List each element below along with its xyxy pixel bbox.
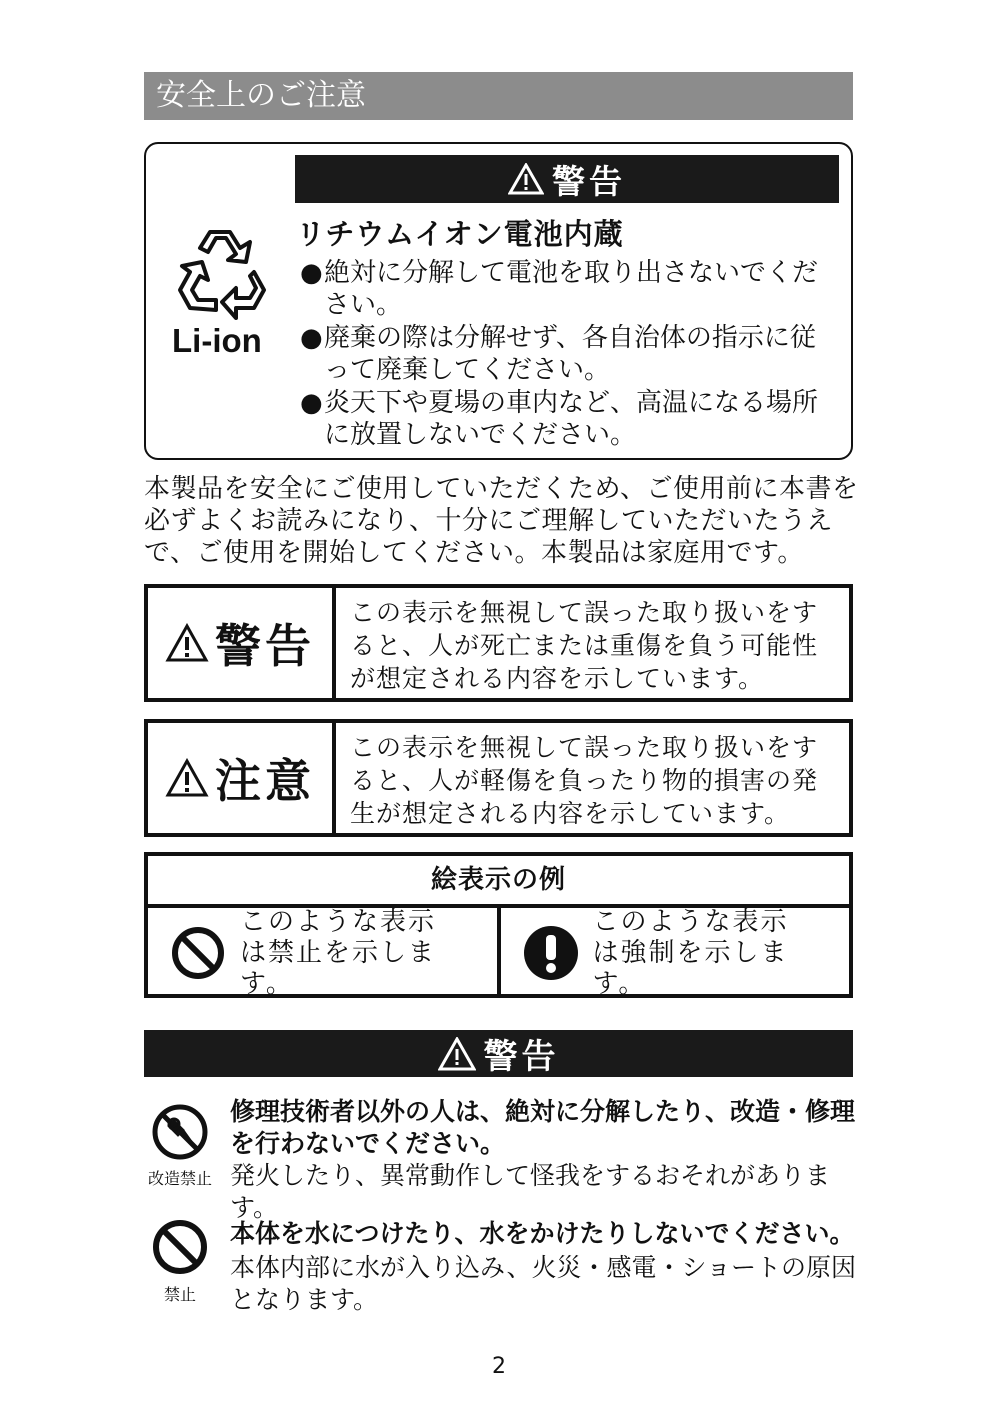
prohibition-icon-label: 禁止	[163, 1285, 196, 1304]
example-mandatory-text: このような表示は強制を示します。	[592, 906, 789, 999]
signal-warning-box	[144, 584, 853, 702]
warning-item-body: 本体内部に水が入り込み、火災・感電・ショートの原因となります。	[230, 1253, 857, 1314]
section-title: 安全上のご注意	[144, 72, 853, 120]
signal-caution-text: この表示を無視して誤った取り扱いをすると、人が軽傷を負ったり物的損害の発生が想定される内容を示しています。	[350, 733, 819, 828]
bullet-text: 絶対に分解して電池を取り出さないでください。	[324, 258, 819, 320]
signal-warning-text: この表示を無視して誤った取り扱いをすると、人が死亡または重傷を負う可能性が想定される内容を示しています。	[350, 598, 819, 693]
examples-title: 絵表示の例	[148, 856, 849, 908]
no-modification-icon	[152, 1104, 208, 1160]
no-modification-icon-label: 改造禁止	[147, 1169, 212, 1188]
bullet-text: 廃棄の際は分解せず、各自治体の指示に従って廃棄してください。	[324, 323, 816, 385]
signal-caution-label-cell	[148, 723, 336, 833]
battery-title: リチウムイオン電池内蔵	[296, 217, 624, 251]
warning-item-title: 修理技術者以外の人は、絶対に分解したり、改造・修理を行わないでください。	[230, 1097, 856, 1158]
warning-item-title: 本体を水につけたり、水をかけたりしないでください。	[230, 1219, 855, 1248]
intro-paragraph: 本製品を安全にご使用していただくため、ご使用前に本書を必ずよくお読みになり、十分にご理解していただいたうえで、ご使用を開始してください。本製品は家庭用です。	[144, 474, 859, 568]
warning-section-label: 警告	[483, 1037, 560, 1077]
battery-bullet	[300, 322, 840, 386]
warning-section-banner	[144, 1030, 853, 1077]
example-prohibit-text: このような表示は禁止を示します。	[240, 906, 437, 999]
mandatory-exclamation-icon	[523, 925, 579, 981]
signal-caution-box	[144, 719, 853, 837]
recycle-icon	[172, 222, 272, 322]
battery-bullet	[300, 257, 840, 321]
battery-warning-banner	[295, 155, 839, 203]
warning-triangle-icon	[508, 163, 544, 195]
battery-warning-label: 警告	[552, 161, 626, 201]
example-prohibit	[148, 908, 497, 998]
prohibition-icon	[170, 925, 226, 981]
bullet-text: 炎天下や夏場の車内など、高温になる場所に放置しないでください。	[324, 388, 819, 450]
liion-label: Li-ion	[172, 322, 262, 359]
signal-warning-label-cell	[148, 588, 336, 698]
example-mandatory	[497, 908, 850, 998]
warning-triangle-icon	[438, 1037, 476, 1071]
warning-triangle-icon	[165, 623, 209, 663]
bullet-dot: ●	[300, 388, 323, 418]
signal-caution-label: 注意	[215, 754, 315, 808]
pictogram-examples	[144, 852, 853, 998]
warning-triangle-icon	[165, 758, 209, 798]
bullet-dot: ●	[300, 258, 323, 288]
page-number: 2	[492, 1354, 506, 1379]
battery-bullet	[300, 387, 840, 451]
warning-item-body: 発火したり、異常動作して怪我をするおそれがあります。	[230, 1161, 831, 1222]
prohibition-icon	[152, 1219, 208, 1275]
signal-warning-label: 警告	[215, 619, 315, 673]
bullet-dot: ●	[300, 323, 323, 353]
